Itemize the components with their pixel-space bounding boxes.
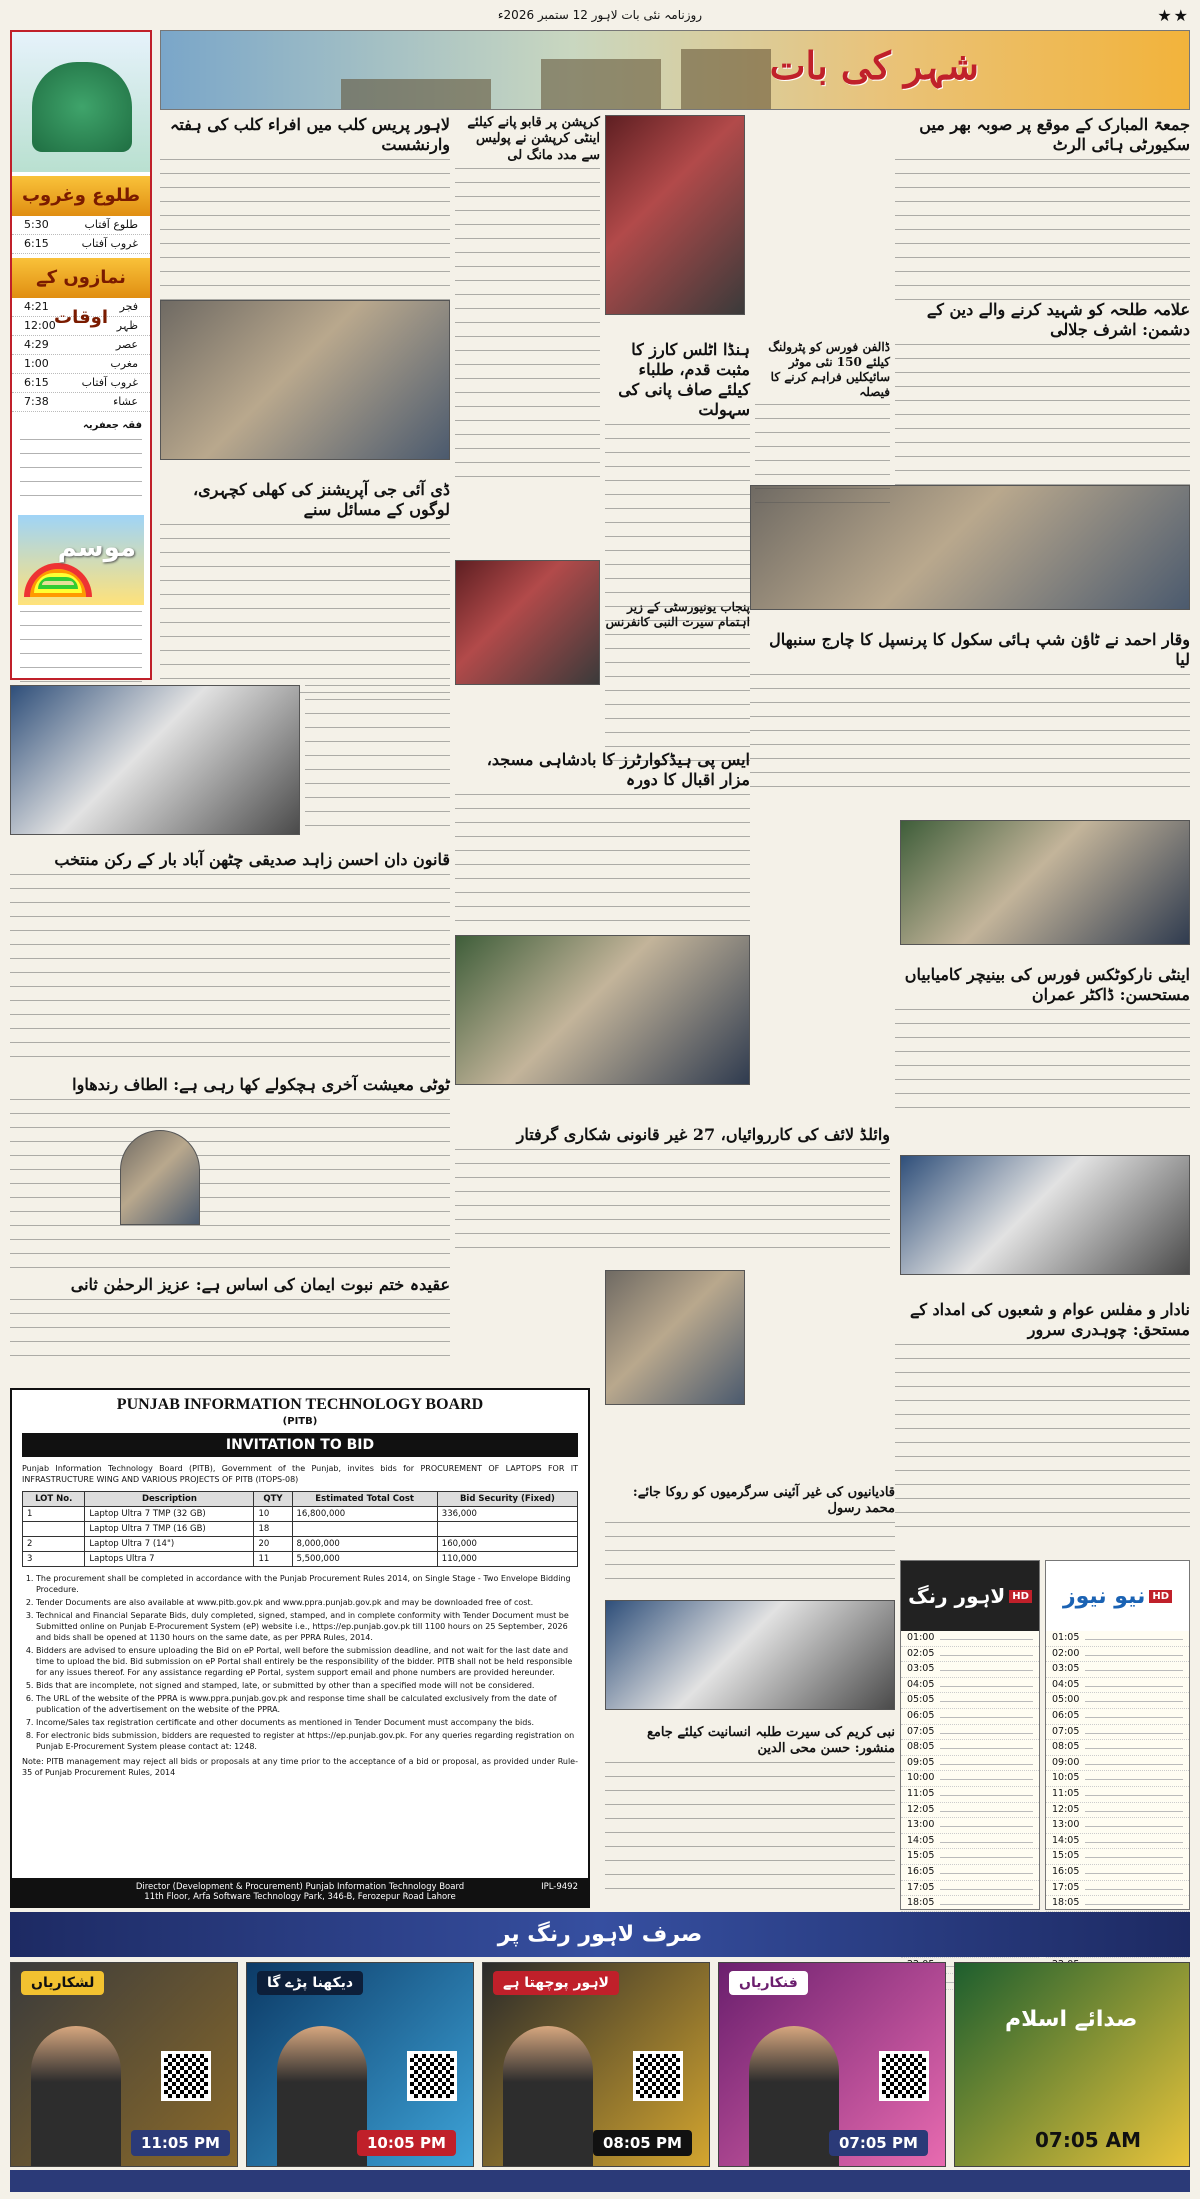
headline: ڈی آئی جی آپریشنز کی کھلی کچہری، لوگوں کے مسائل سنے [192,480,450,519]
headline: پنجاب یونیورسٹی کے زیر اہتمام سیرت النبی کانفرنس [605,600,750,629]
article-dig [160,480,450,699]
program-time: 07:05 AM [1035,2128,1142,2152]
schedule-lahore-rang [900,1560,1040,1910]
schedule-row: 11:05 [1046,1787,1189,1803]
host-figure [749,2026,839,2166]
sun-row: طلوع آفتاب 5:30 [12,216,150,235]
top-bar [0,0,1200,30]
program-card-3 [482,1962,710,2167]
photo-meeting [455,935,750,1085]
program-title: لشکاریاں [21,1971,104,1995]
headline: وائلڈ لائف کی کارروائیاں، 27 غیر قانونی شکاری گرفتار [516,1125,890,1144]
headline: جمعۃ المبارک کے موقع پر صوبہ بھر میں سکیورٹی ہائی الرٹ [919,115,1190,154]
schedule-row: 15:05 [1046,1849,1189,1865]
article-anti-corruption [455,115,600,488]
bid-table [22,1491,578,1567]
program-title: فنکاریاں [729,1971,808,1995]
article-body [895,344,1190,494]
city-silhouette [341,79,491,109]
program-title: صدائے اسلام [1005,2007,1138,2032]
article-qadiani [605,1485,895,1592]
photo-award [900,1155,1190,1275]
weather-text [20,611,142,691]
schedule-row: 12:05 [901,1803,1039,1819]
schedule-row: 08:05 [1046,1740,1189,1756]
edition-stars: ★★ [1157,6,1190,25]
table-row: 3 Laptops Ultra 7 11 5,500,000 110,000 [23,1552,578,1567]
article-sarwar [895,1300,1190,1534]
table-row: Laptop Ultra 7 TMP (16 GB) 18 [23,1522,578,1537]
prayer-row: فجر 4:21 [12,298,150,317]
tender-intro: Punjab Information Technology Board (PITB), Government of the Punjab, invites bids for PROCUREMENT OF LAPTOPS FOR IT INFRASTRUCTURE WING AND VARIOUS PROJECTS OF PITB (ITOPS-08) [22,1464,578,1484]
article-jalali [895,300,1190,494]
program-title: دیکھنا پڑے گا [257,1971,363,1995]
sun-row: غروب آفتاب 6:15 [12,235,150,254]
photo-press-club [160,300,450,460]
headline: قادیانیوں کی غیر آئینی سرگرمیوں کو روکا جائے: محمد رسول [632,1485,895,1517]
tender-title: INVITATION TO BID [22,1433,578,1457]
program-card-4 [718,1962,946,2167]
program-time: 08:05 PM [593,2130,692,2156]
schedule-row: 01:05 [1046,1631,1189,1647]
headline: لاہور پریس کلب میں افراء کلب کی ہفتہ وارنشست [170,115,450,154]
photo-ceremony [605,115,745,315]
schedule-row: 07:05 [1046,1725,1189,1741]
schedule-row: 13:00 [1046,1818,1189,1834]
weather-box [18,515,144,605]
headline: نبی کریم کی سیرت طلبہ انسانیت کیلئے جامع منشور: حسن محی الدین [646,1725,895,1757]
section-banner [160,30,1190,110]
article-body [895,1344,1190,1534]
photo-lawyer [10,685,300,835]
article-seerat [605,1725,895,1892]
prayer-row: عصر 4:29 [12,336,150,355]
qr-code-icon [879,2051,929,2101]
schedule-row: 02:00 [1046,1647,1189,1663]
article-lawyer [10,850,450,1064]
headline: ہنڈا اٹلس کارز کا مثبت قدم، طلباء کیلئے صاف پانی کی سہولت [618,340,750,419]
article-body [455,794,750,924]
schedule-row: 13:00 [901,1818,1039,1834]
qr-code-icon [407,2051,457,2101]
article-honda [605,340,750,624]
article-university [605,600,750,764]
prayer-row: مغرب 1:00 [12,355,150,374]
tender-footer: Director (Development & Procurement) Punjab Information Technology Board 11th Floor, Arfa Software Technology Park, 346-B, Ferozepur Road Lahore IPL-9492 [12,1878,588,1906]
schedule-row: 07:05 [901,1725,1039,1741]
photo-conference [605,1600,895,1710]
schedule-row: 16:05 [1046,1865,1189,1881]
schedule-row: 14:05 [901,1834,1039,1850]
prayer-title: نمازوں کے اوقات [12,258,150,298]
qr-code-icon [161,2051,211,2101]
schedule-row: 05:05 [901,1693,1039,1709]
tender-board: PUNJAB INFORMATION TECHNOLOGY BOARD [116,1396,484,1413]
portrait-silhouette [681,49,771,109]
page-footer [10,2170,1190,2192]
schedule-row: 10:00 [901,1771,1039,1787]
article-randhawa [10,1075,450,1279]
schedule-row: 04:05 [901,1678,1039,1694]
sidebar-logo-area [12,32,150,172]
headline: عقیدہ ختم نبوت ایمان کی اساس ہے: عزیز الرحمٰن ثانی [70,1275,450,1294]
photo-randhawa [120,1130,200,1225]
headline: ٹوٹی معیشت آخری ہچکولے کھا رہی ہے: الطاف رندھاوا [72,1075,450,1094]
promo-strip: صرف لاہور رنگ پر [10,1912,1190,1957]
headline: ڈالفن فورس کو پٹرولنگ کیلئے 150 نئی موٹر سائیکلیں فراہم کرنے کا فیصلہ [768,340,890,399]
program-time: 07:05 PM [829,2130,928,2156]
neo-news-logo: نیو نیوز HD [1046,1561,1189,1631]
schedule-row: 03:05 [1046,1662,1189,1678]
table-row: 1 Laptop Ultra 7 TMP (32 GB) 10 16,800,000 336,000 [23,1507,578,1522]
city-logo [32,62,132,152]
program-time: 11:05 PM [131,2130,230,2156]
article-body [10,874,450,1064]
photo-religious [455,560,600,685]
photo-group [900,820,1190,945]
tender-note: Note: PITB management may reject all bids or proposals at any time prior to the acceptance of a bid or proposal, as provided under Rule-35 of Punjab Procurement Rules, 2014 [22,1757,578,1777]
sidebar [10,30,152,680]
article-principal [750,630,1190,794]
article-body [455,168,600,488]
headline: ایس پی ہیڈکوارٹرز کا بادشاہی مسجد، مزار اقبال کا دورہ [486,750,750,789]
headline: علامہ طلحہ کو شہید کرنے والے دین کے دشمن: اشرف جلالی [926,300,1190,339]
schedule-row: 03:05 [901,1662,1039,1678]
program-title: لاہور پوچھتا ہے [493,1971,619,1995]
schedule-row: 09:00 [1046,1756,1189,1772]
article-dolphin [755,340,890,514]
schedule-row: 04:05 [1046,1678,1189,1694]
article-press-club [160,115,450,309]
program-time: 10:05 PM [357,2130,456,2156]
weather-title: موسم [57,533,136,563]
schedule-row: 06:05 [1046,1709,1189,1725]
tender-board-abbr: (PITB) [282,1416,318,1427]
headline: قانون دان احسن زاہد صدیقی چٹھن آباد بار کے رکن منتخب [54,850,450,869]
schedule-row: 10:05 [1046,1771,1189,1787]
mosque-silhouette [541,59,661,109]
schedule-row: 01:00 [901,1631,1039,1647]
schedule-row: 16:05 [901,1865,1039,1881]
section-title: شہر کی بات [769,43,979,88]
table-row: 2 Laptop Ultra 7 (14") 20 8,000,000 160,000 [23,1537,578,1552]
article-body [755,404,890,514]
qr-code-icon [633,2051,683,2101]
schedule-row: 09:05 [901,1756,1039,1772]
schedule-row: 14:05 [1046,1834,1189,1850]
schedule-row: 17:05 [1046,1881,1189,1897]
dateline: روزنامہ نئی بات لاہور 12 ستمبر 2026ء [497,8,703,22]
schedule-row: 08:05 [901,1740,1039,1756]
schedule-row: 05:00 [1046,1693,1189,1709]
article-body [160,159,450,309]
article-security [895,115,1190,309]
article-khatm [10,1275,450,1369]
headline: اینٹی نارکوٹکس فورس کی بینیچر کامیابیاں مستحسن: ڈاکٹر عمران [904,965,1190,1004]
schedule-row: 17:05 [901,1881,1039,1897]
schedule-row: 02:05 [901,1647,1039,1663]
photo-wildlife [605,1270,745,1405]
headline: نادار و مفلس عوام و شعبوں کی امداد کے مستحق: چوہدری سرور [909,1300,1190,1339]
schedule-row: 11:05 [901,1787,1039,1803]
article-body [455,1149,890,1254]
headline: وقار احمد نے ٹاؤن شپ ہائی سکول کا پرنسپل کا چارج سنبھال لیا [769,630,1190,669]
host-figure [277,2026,367,2166]
article-sp-hq [455,750,750,924]
sun-title: طلوع وغروب [12,176,150,216]
article-body [605,1762,895,1892]
program-card-2 [246,1962,474,2167]
article-anf [895,965,1190,1109]
prayer-row: ظہر 12:00 [12,317,150,336]
prayer-row: عشاء 7:38 [12,393,150,412]
prayer-row: غروب آفتاب 6:15 [12,374,150,393]
jantri-text [20,439,142,509]
article-body [895,159,1190,309]
article-side-body [305,685,450,835]
program-card-5 [954,1962,1190,2167]
host-figure [31,2026,121,2166]
program-card-1 [10,1962,238,2167]
lahore-rang-logo: لاہور رنگ HD [901,1561,1039,1631]
schedule-row: 15:05 [901,1849,1039,1865]
article-body [750,674,1190,794]
table-header-row: LOT No. Description QTY Estimated Total Cost Bid Security (Fixed) [23,1492,578,1507]
article-body [605,424,750,624]
jantri-title: فقہ جعفریہ [83,420,142,431]
article-body [10,1099,450,1279]
headline: کرپشن پر قابو پانے کیلئے اینٹی کرپشن نے پولیس سے مدد مانگ لی [467,115,600,163]
article-body [605,634,750,764]
article-body [10,1299,450,1369]
schedule-row: 06:05 [901,1709,1039,1725]
article-wildlife [455,1125,890,1254]
article-body [605,1522,895,1592]
schedule-row: 12:05 [1046,1803,1189,1819]
article-body [895,1009,1190,1109]
schedule-row: 18:05 [1046,1896,1189,1912]
schedule-neo-news [1045,1560,1190,1910]
rainbow-icon [24,563,92,597]
tender-clauses: 1. The procurement shall be completed in accordance with the Punjab Procurement Rules 2014, on Single Stage - Two Envelope Bidding Procedure. 2. Tender Documents are also available at www.pitb.gov.pk and www.ppra.punjab.gov.pk and may be downloaded free of cost. 3. Technical and Financial Separate Bids, duly completed, signed, stamped, and in complete conformity with Tender Document must be Submitted online on Punjab E-Procurement System (eP) website i.e., https://ep.punjab.gov.pk till 1100 hours on 25 September, 2026 and bids shall be opened at 1130 hours on the same date, as per PPRA Rules, 2014. 4. Bidders are advised to ensure uploading the Bid on eP Portal, well before the submission deadline, and not wait for the last date and time to upload the bid. Bid submission on eP Portal shall entirely be the responsibility of the bidder. PITB shall not be held responsible for any issues thereof. For any assistance regarding eP Portal, system support email and phone numbers are provided hereunder. 5. Bids that are incomplete, not signed and stamped, late, or submitted by other than a specified mode will not be considered. 6. The URL of the website of the PPRA is www.ppra.punjab.gov.pk and response time shall be calculated exclusively from the date of publication of the advertisement on the website of the PPRA. 7. Income/Sales tax registration certificate and other documents as mentioned in Tender Document must accompany the bids. 8. For electronic bids submission, bidders are requested to register at https://ep.punjab.gov.pk. For any queries regarding registration on Punjab E-Procurement System please contact at: 1248. [22,1573,578,1752]
host-figure [503,2026,593,2166]
schedule-row: 18:05 [901,1896,1039,1912]
tender-advert [10,1388,590,1908]
article-body [160,524,450,699]
